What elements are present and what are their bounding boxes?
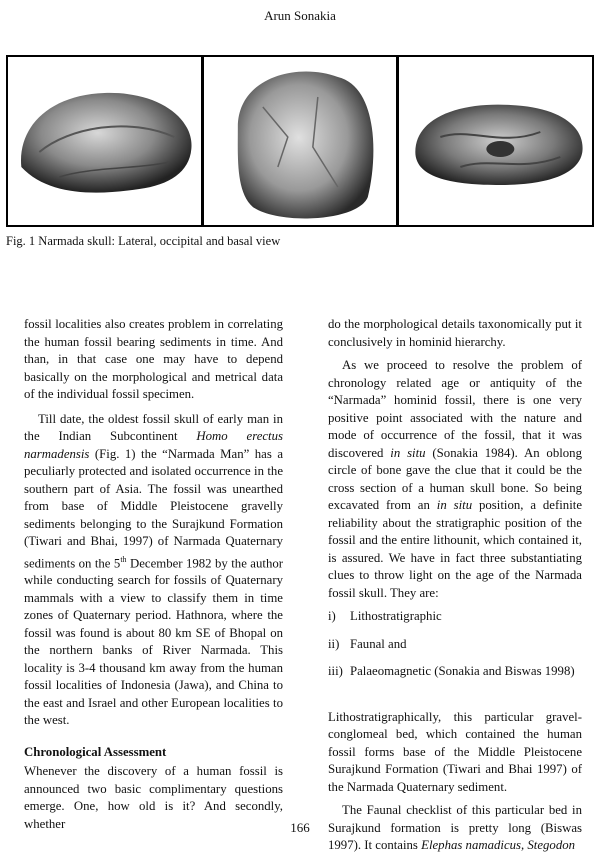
section-heading: Chronological Assessment [24,744,167,759]
text-run: December 1982 by the author while conducting search for fossils of Quaternary mammals with a view to classify them in time zones of Quaternary period. Hathnora, where the fossil was found is about 80 km SE of Bhopal on the northern banks of River Narmada. This locality is 3-4 thousand km away from the human fossil localities of Indonesia (Jawa), and China to the east and Israel and other European localities to the west. [24,555,283,728]
page-number: 166 [290,820,310,835]
list-number: i) [328,609,336,623]
skull-occipital-view-image [204,57,397,225]
text-run: position, a definite reliability about the stratigraphic position of the fossil and the entire lithounit, which contained it, is assured. We have in fact three substantiating clues to throw light on the age of the Narmada fossil skull. They are: [328,498,582,600]
text-run: (Sonakia 1984). An oblong circle of bone gave the clue that it could be the cross section of a human skull bone. So being excavated from an [328,445,582,512]
clue-list [328,608,582,681]
list-number: iii) [328,664,343,678]
left-column [24,316,283,833]
paragraph: Lithostratigraphically, this particular gravel-conglomeal bed, which contained the human fossil forms base of the Middle Pleistocene Surajkund Formation (Tiwari and Bhai 1997) of the Narmada Quaternary sediment. [328,709,582,794]
paragraph [24,411,283,730]
italic-term: in situ [436,498,473,512]
list-item [328,608,582,626]
text-run: (Fig. 1) the “Narmada Man” has a peculiarly protected and isolated occurrence in the southern part of Asia. The fossil was unearthed from base of Middle Pleistocene gravelly sediments belonging to the Surajkund Formation (Tiwari and Bhai, 1997) of Narmada Quaternary sediments on the 5 [24,446,283,570]
list-item [328,663,582,681]
text-run: The Faunal checklist of this particular bed in Surajkund formation is pretty long (Biswas 1997). It contains [328,803,582,852]
list-text: Lithostratigraphic [350,609,442,623]
paragraph: Whenever the discovery of a human fossil is announced two basic complimentary questions emerge. One, how old is it? And secondly, whether [24,764,283,831]
list-number: ii) [328,636,340,651]
right-column [328,316,582,855]
paragraph [328,357,582,602]
skull-basal-view-image [399,57,592,225]
text-run: As we proceed to resolve the problem of chronology related age or antiquity of the “Narmada” hominid fossil, there is one very positive point associated with the nature and mode of occurrence of the fossil, that it was discovered [328,358,582,460]
figure-caption: Fig. 1 Narmada skull: Lateral, occipital and basal view [6,234,281,248]
running-head: Arun Sonakia [264,8,336,23]
figure-photos [6,55,594,227]
list-item [328,636,582,654]
species-name: Homo erectus narmadensis [24,429,283,461]
superscript: th [120,554,127,564]
italic-term: in situ [390,445,426,460]
list-text: Faunal and [350,636,407,651]
skull-lateral-view-image [8,57,201,225]
list-text: Palaeomagnetic (Sonakia and Biswas 1998) [350,664,575,678]
paragraph: fossil localities also creates problem in correlating the human fossil bearing sediments in time. And than, in that case one may have to depend basically on the morphological and metrical data of the individual fossil specimen. [24,317,283,401]
species-name: Elephas namadicus, Stegodon [421,838,576,852]
text-run: Till date, the oldest fossil skull of early man in the Indian Subcontinent [24,411,283,443]
paragraph: do the morphological details taxonomically put it conclusively in hominid hierarchy. [328,317,582,349]
